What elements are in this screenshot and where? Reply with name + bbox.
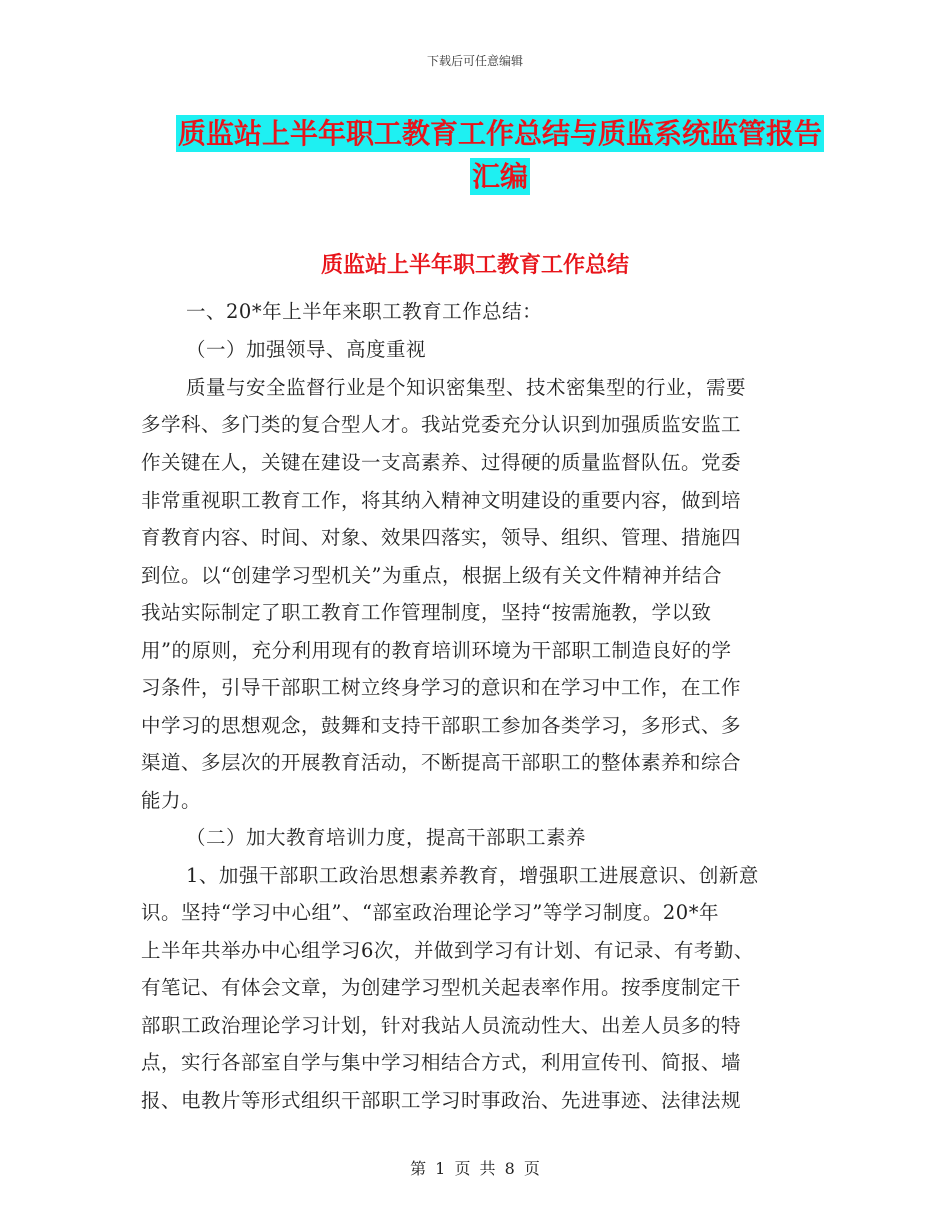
body-line: 习条件，引导干部职工树立终身学习的意识和在学习中工作，在工作: [141, 676, 742, 699]
body-line: 上半年共举办中心组学习6次，并做到学习有计划、有记录、有考勤、: [141, 939, 754, 962]
body-line: （二）加大教育培训力度，提高干部职工素养: [186, 826, 587, 849]
document-title-line-2: [140, 155, 860, 195]
document-title-line-1: [140, 112, 860, 152]
body-line: 多学科、多门类的复合型人才。我站党委充分认识到加强质监安监工: [141, 413, 742, 436]
body-line: 质量与安全监督行业是个知识密集型、技术密集型的行业，需要: [186, 376, 747, 399]
body-line: 1、加强干部职工政治思想素养教育，增强职工进展意识、创新意: [186, 864, 759, 887]
page-number-footer: 第 1 页 共 8 页: [410, 1159, 540, 1178]
body-line: 渠道、多层次的开展教育活动，不断提高干部职工的整体素养和综合: [141, 751, 742, 774]
body-line: 能力。: [141, 789, 202, 812]
body-line: 中学习的思想观念，鼓舞和支持干部职工参加各类学习，多形式、多: [141, 714, 742, 737]
document-title-line-1-text: 质监站上半年职工教育工作总结与质监系统监管报告: [177, 117, 822, 150]
body-line: （一）加强领导、高度重视: [186, 338, 427, 361]
section-title: 质监站上半年职工教育工作总结: [320, 253, 629, 278]
body-line: 识。坚持“学习中心组”、“部室政治理论学习”等学习制度。20*年: [141, 901, 719, 924]
body-line: 点，实行各部室自学与集中学习相结合方式，利用宣传刊、简报、墙: [141, 1051, 742, 1074]
body-line: 我站实际制定了职工教育工作管理制度，坚持“按需施教，学以致: [141, 601, 712, 624]
body-line: 用”的原则，充分利用现有的教育培训环境为干部职工制造良好的学: [141, 639, 732, 662]
body-line: 部职工政治理论学习计划，针对我站人员流动性大、出差人员多的特: [141, 1014, 742, 1037]
body-line: 作关键在人，关键在建设一支高素养、过得硬的质量监督队伍。党委: [141, 451, 742, 474]
document-title-line-2-text: 汇编: [471, 160, 528, 193]
body-line: 有笔记、有体会文章，为创建学习型机关起表率作用。按季度制定干: [141, 976, 742, 999]
page-header-note: 下载后可任意编辑: [426, 54, 523, 68]
body-line: 非常重视职工教育工作，将其纳入精神文明建设的重要内容，做到培: [141, 489, 742, 512]
body-line: 报、电教片等形式组织干部职工学习时事政治、先进事迹、法律法规: [141, 1089, 742, 1112]
body-line: 育教育内容、时间、对象、效果四落实，领导、组织、管理、措施四: [141, 526, 742, 549]
body-line: 到位。以“创建学习型机关”为重点，根据上级有关文件精神并结合: [141, 564, 722, 587]
body-line: 一、20*年上半年来职工教育工作总结：: [186, 300, 543, 323]
